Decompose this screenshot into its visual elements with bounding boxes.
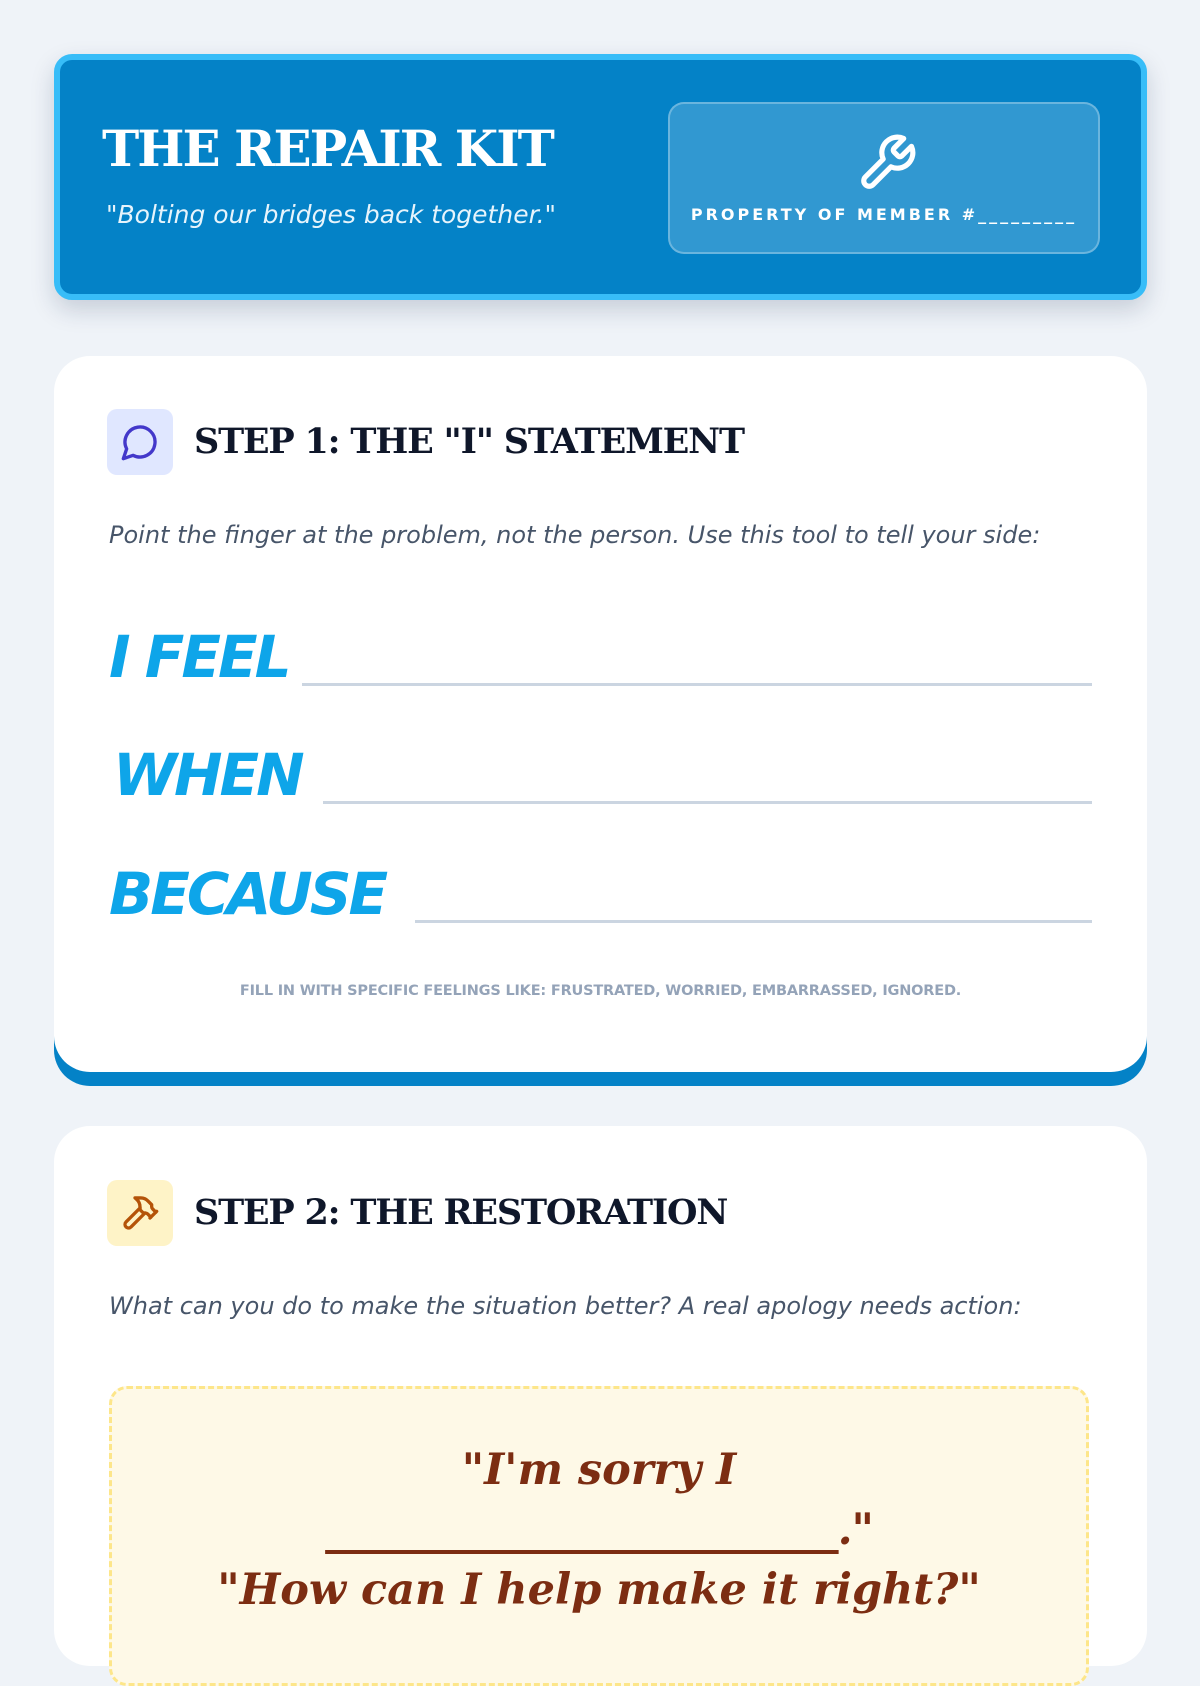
header-banner [54, 54, 1147, 300]
fill-line[interactable] [323, 801, 1092, 804]
prompt-label: BECAUSE [109, 860, 386, 928]
fill-line[interactable] [302, 683, 1092, 686]
step2-icon-tile [107, 1180, 173, 1246]
header-motto: "Bolting our bridges back together." [106, 200, 557, 229]
step1-title: STEP 1: THE "I" STATEMENT [194, 421, 744, 462]
prompt-row-when[interactable] [109, 734, 1092, 809]
apology-blank-line[interactable]: _________________________." [325, 1505, 873, 1555]
prompt-row-i-feel[interactable] [109, 616, 1092, 691]
feelings-hint: FILL IN WITH SPECIFIC FEELINGS LIKE: FRUSTRATED, WORRIED, EMBARRASSED, IGNORED. [239, 983, 962, 999]
step1-card [54, 356, 1147, 1072]
step2-title: STEP 2: THE RESTORATION [194, 1192, 728, 1233]
member-number-label: PROPERTY OF MEMBER #_________ [690, 205, 1078, 224]
step1-description: Point the finger at the problem, not the person. Use this tool to tell your side: [109, 521, 1041, 549]
apology-line: "I'm sorry I [461, 1445, 737, 1495]
apology-line: "How can I help make it right?" [217, 1565, 981, 1615]
page-title: THE REPAIR KIT [102, 119, 553, 178]
hammer-icon [120, 1193, 160, 1233]
prompt-label: I FEEL [109, 623, 289, 691]
prompt-row-because[interactable] [109, 853, 1092, 928]
chat-bubble-icon [120, 422, 160, 462]
apology-script-box[interactable] [109, 1386, 1089, 1686]
step1-icon-tile [107, 409, 173, 475]
member-badge [668, 102, 1100, 254]
step2-card [54, 1126, 1147, 1666]
fill-line[interactable] [415, 920, 1092, 923]
prompt-label: WHEN [113, 741, 302, 809]
step2-description: What can you do to make the situation better? A real apology needs action: [109, 1292, 1022, 1320]
wrench-icon [856, 132, 918, 194]
